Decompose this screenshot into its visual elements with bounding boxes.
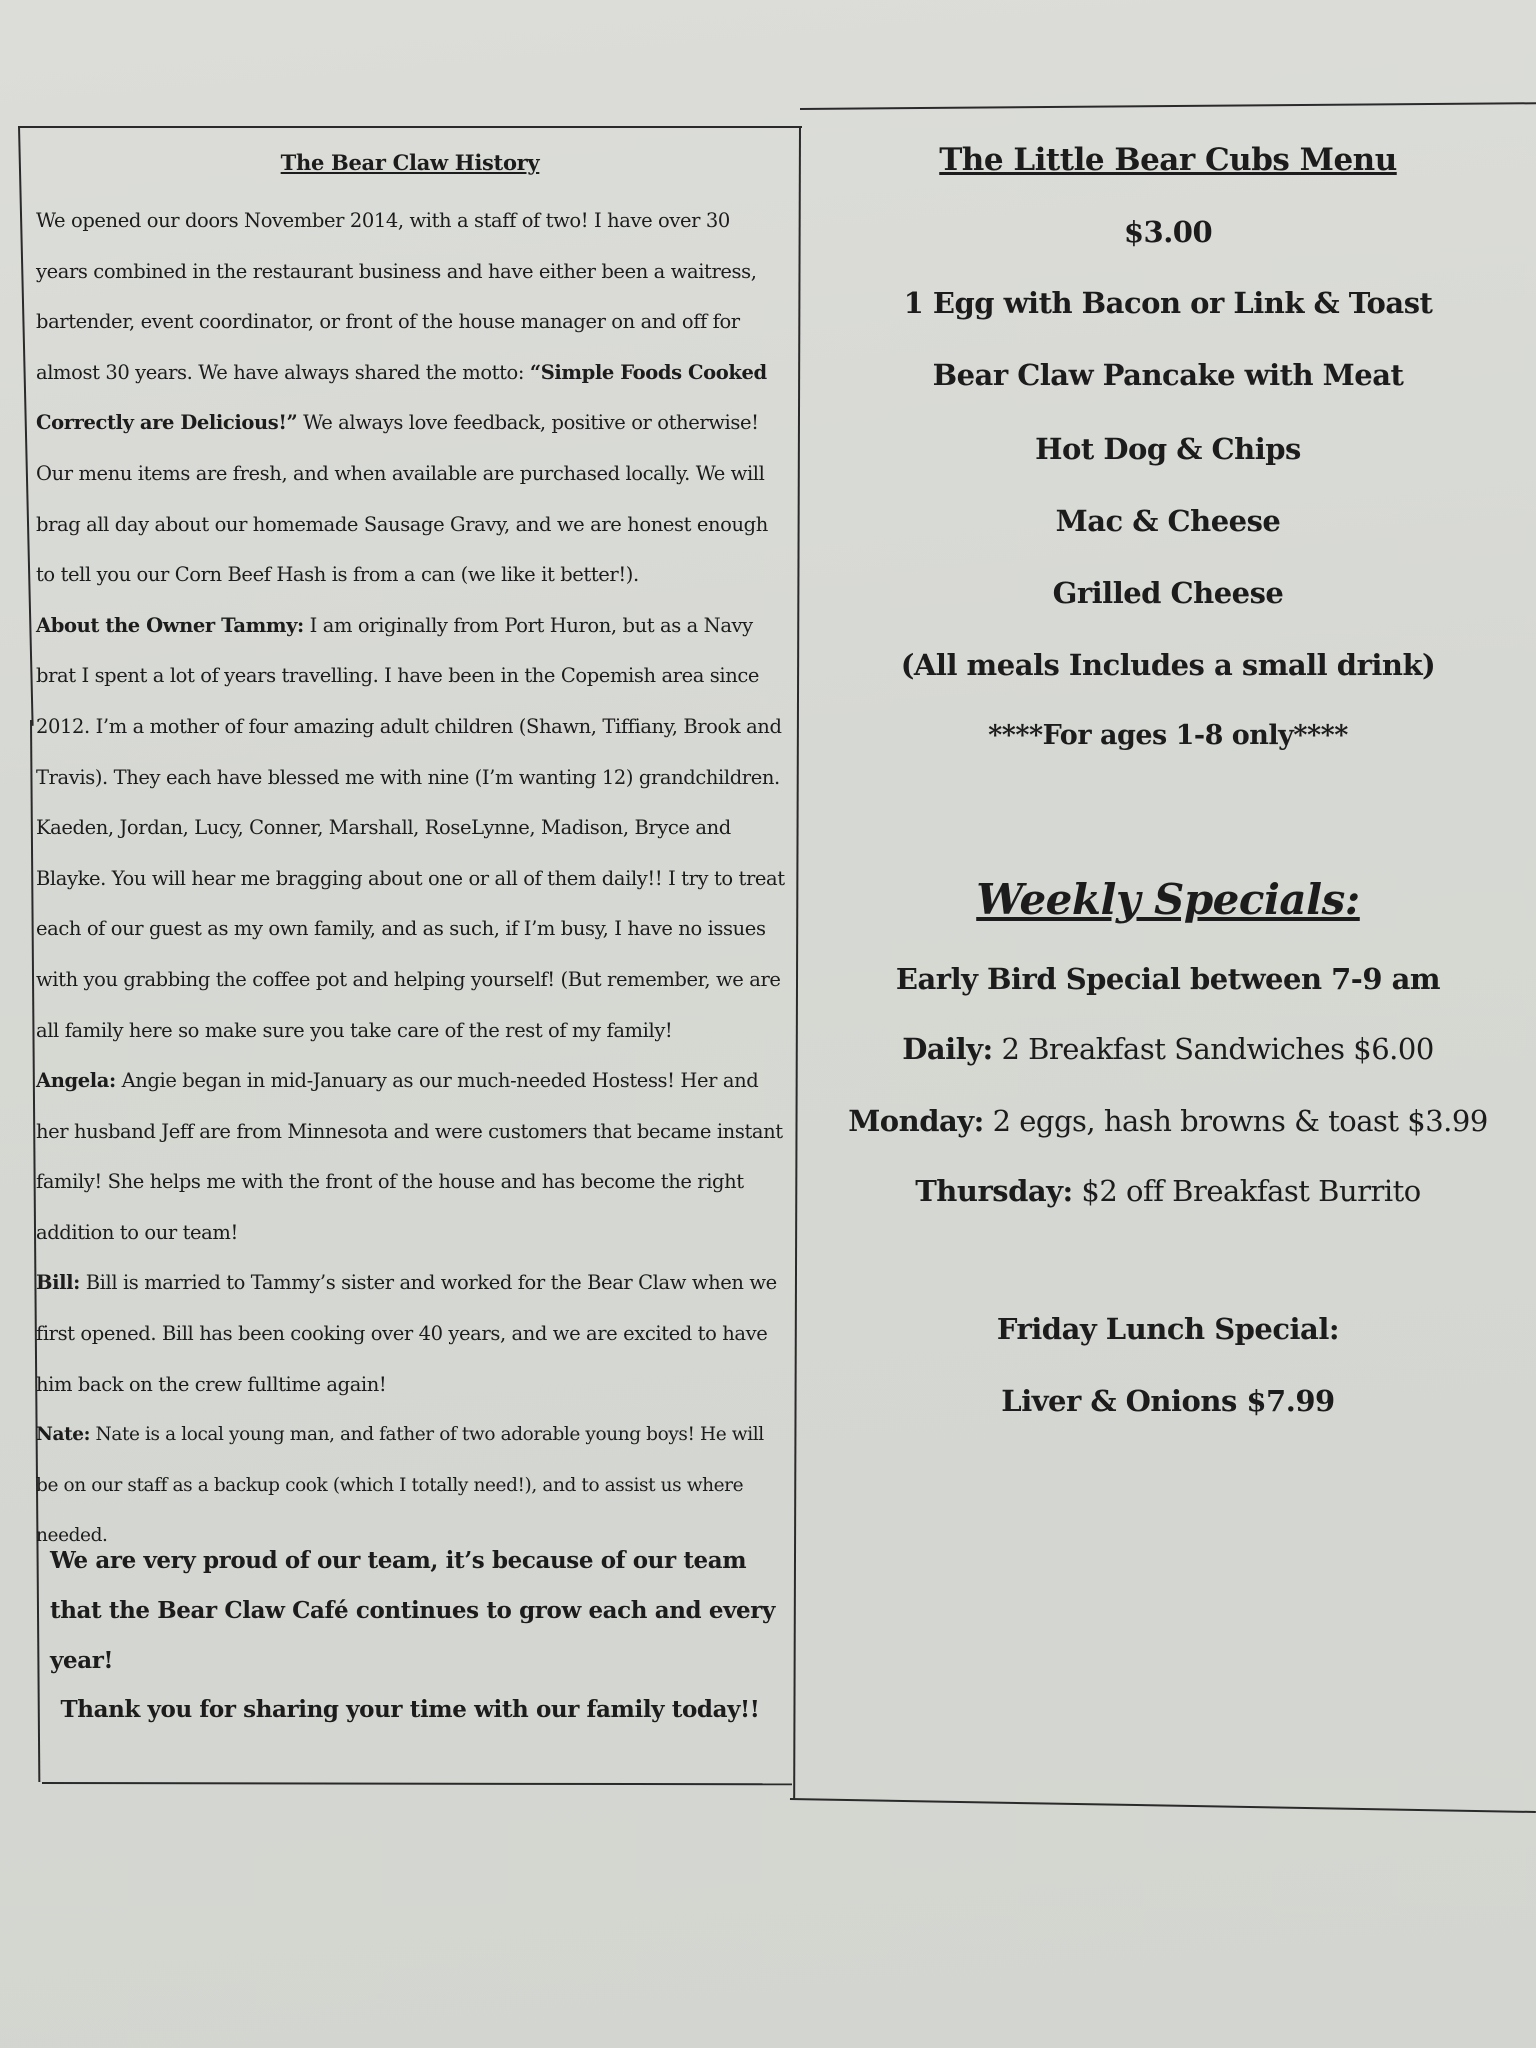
- owner-paragraph: [36, 601, 786, 1056]
- monday-text: 2 eggs, hash browns & toast $3.99: [992, 1104, 1488, 1138]
- friday-special-title: Friday Lunch Special:: [996, 1312, 1340, 1346]
- daily-special: [800, 1032, 1536, 1066]
- cubs-menu-item: 1 Egg with Bacon or Link & Toast: [903, 286, 1433, 320]
- angela-text: Angie began in mid-January as our much-needed Hostess! Her and her husband Jeff are from Minnesota and were customers that became instant family! She helps me with the front of the house and has become the right addition to our team!: [36, 1069, 783, 1244]
- bill-label: Bill:: [36, 1271, 80, 1295]
- daily-label: Daily:: [902, 1032, 993, 1066]
- angela-paragraph: [36, 1056, 786, 1258]
- owner-label: About the Owner Tammy:: [36, 613, 304, 637]
- frame-top-right: [800, 102, 1536, 110]
- cubs-menu-item: Mac & Cheese: [1055, 504, 1281, 538]
- daily-text: 2 Breakfast Sandwiches $6.00: [1001, 1032, 1434, 1066]
- history-motto: “Simple Foods Cooked Correctly are Delicious!”: [36, 360, 767, 435]
- cubs-menu-age-note: ****For ages 1-8 only****: [988, 720, 1348, 751]
- monday-special: [800, 1104, 1536, 1138]
- monday-label: Monday:: [848, 1104, 984, 1138]
- menu-panel: [800, 120, 1536, 1820]
- friday-special-item: Liver & Onions $7.99: [1001, 1384, 1335, 1418]
- thursday-label: Thursday:: [915, 1174, 1073, 1208]
- cubs-menu-item: Hot Dog & Chips: [1035, 432, 1301, 466]
- angela-label: Angela:: [36, 1069, 116, 1093]
- early-bird-special: Early Bird Special between 7-9 am: [895, 962, 1441, 996]
- history-panel: [30, 128, 790, 1778]
- history-feedback-text: We always love feedback, positive or otherwise! Our menu items are fresh, and when available are purchased locally. We will brag all day about our homemade Sausage Gravy, and we are honest enough to tell you our Corn Beef Hash is from a can (we like it better!).: [36, 411, 768, 587]
- cubs-menu-title: The Little Bear Cubs Menu: [939, 142, 1397, 178]
- proud-statement: We are very proud of our team, it’s because of our team that the Bear Claw Café continues to grow each and every year!: [50, 1547, 775, 1674]
- bill-paragraph: [36, 1258, 786, 1410]
- owner-text: I am originally from Port Huron, but as a Navy brat I spent a lot of years travelling. I have been in the Copemish area since 2012. I’m a mother of four amazing adult children (Shawn, Tiffiany, Brook and Travis). They each have blessed me with nine (I’m wanting 12) grandchildren. Kaeden, Jordan, Lucy, Conner, Marshall, RoseLynne, Madison, Bryce and Blayke. You will hear me bragging about one or all of them daily!! I try to treat each of our guest as my own family, and as such, if I’m busy, I have no issues with you grabbing the coffee pot and helping yourself! (But remember, we are all family here so make sure you take care of the rest of my family!: [36, 613, 785, 1042]
- thank-you-note: Thank you for sharing your time with our family today!!: [60, 1696, 760, 1723]
- thursday-text: $2 off Breakfast Burrito: [1081, 1174, 1421, 1208]
- history-intro-text: We opened our doors November 2014, with a staff of two! I have over 30 years combined in the restaurant business and have either been a waitress, bartender, event coordinator, or front of the house manager on and off for almost 30 years. We have always shared the motto:: [36, 209, 757, 384]
- nate-text: Nate is a local young man, and father of two adorable young boys! He will be on our staff as a backup cook (which I totally need!), and to assist us where needed.: [36, 1424, 764, 1547]
- thursday-special: [800, 1174, 1536, 1208]
- history-body: [36, 196, 786, 1562]
- history-title: The Bear Claw History: [280, 150, 540, 175]
- frame-bottom-left: [42, 1782, 792, 1785]
- cubs-menu-note: (All meals Includes a small drink): [900, 648, 1436, 682]
- history-intro: [36, 196, 786, 601]
- nate-label: Nate:: [36, 1424, 91, 1446]
- bill-text: Bill is married to Tammy’s sister and worked for the Bear Claw when we first opened. Bill has been cooking over 40 years, and we are excited to have him back on the crew fulltime again!: [36, 1271, 777, 1396]
- cubs-menu-price: $3.00: [1123, 215, 1213, 249]
- cubs-menu-item: Bear Claw Pancake with Meat: [932, 358, 1404, 392]
- weekly-specials-title: Weekly Specials:: [976, 875, 1360, 924]
- cubs-menu-item: Grilled Cheese: [1052, 576, 1284, 610]
